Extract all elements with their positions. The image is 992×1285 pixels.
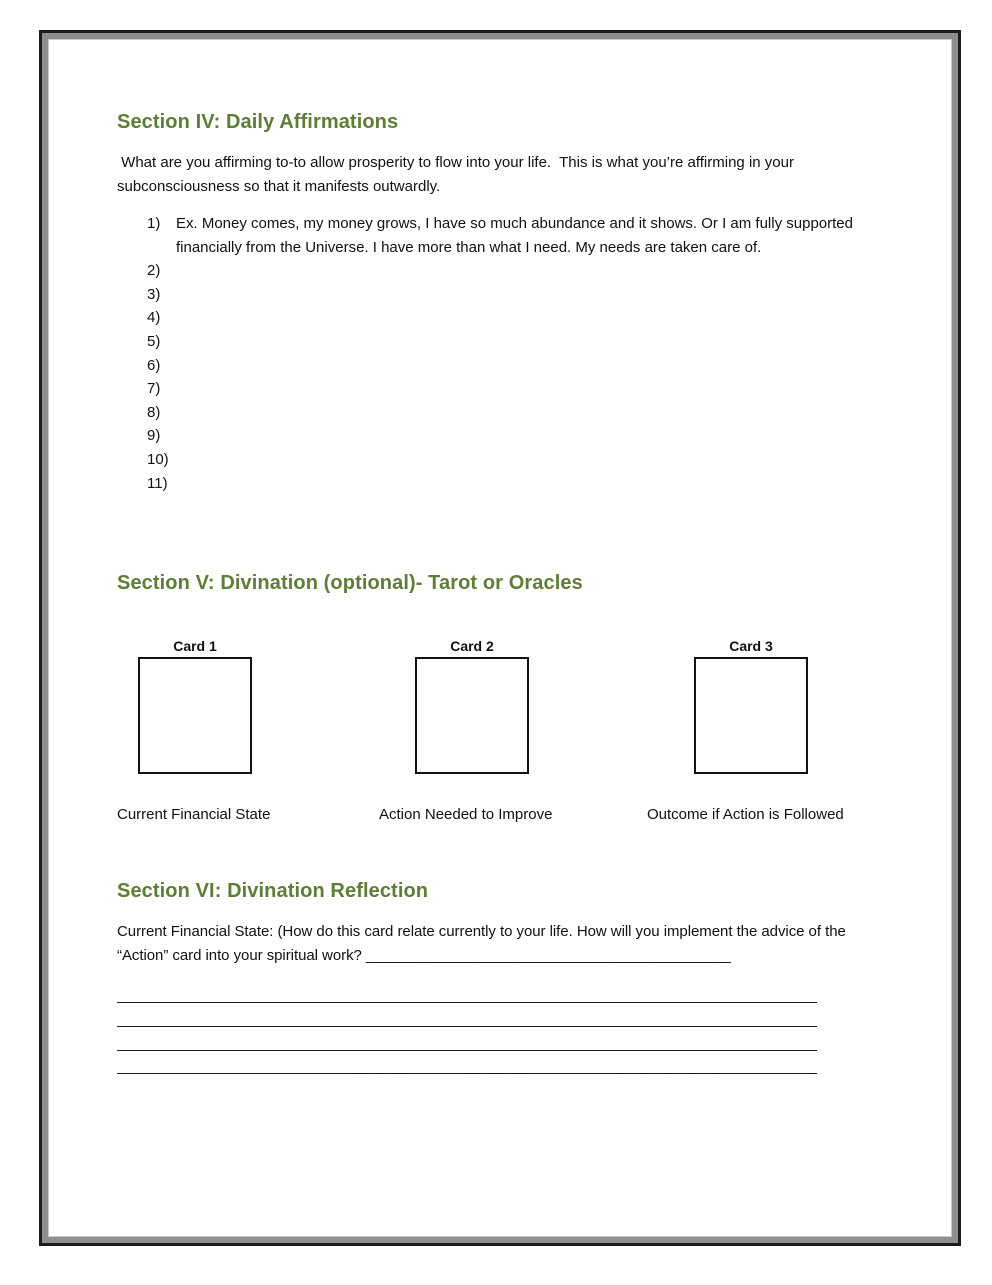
card-3-title: Card 3 — [729, 638, 773, 654]
section-v-heading: Section V: Divination (optional)- Tarot or Oracles — [117, 572, 583, 594]
affirmation-item[interactable] — [146, 354, 866, 378]
affirmation-item[interactable] — [146, 448, 866, 472]
affirmation-number: 4) — [147, 309, 161, 327]
affirmation-item[interactable] — [146, 424, 866, 448]
affirmation-number: 6) — [147, 356, 161, 374]
card-1-caption: Current Financial State — [117, 806, 271, 823]
affirmation-number: 7) — [147, 380, 161, 398]
reflection-writing-lines — [117, 984, 879, 1079]
affirmation-number: 5) — [147, 332, 161, 350]
card-2 — [415, 636, 529, 774]
card-2-box — [415, 657, 529, 774]
card-2-caption: Action Needed to Improve — [379, 806, 553, 823]
affirmation-item[interactable] — [146, 401, 866, 425]
card-1-title: Card 1 — [173, 638, 217, 654]
section-iv-intro: What are you affirming to-to allow prosperity to flow into your life. This is what you’re affirming in your subconsciousness so that it manifests outwardly. — [117, 154, 799, 195]
card-2-title: Card 2 — [450, 638, 494, 654]
card-1 — [138, 636, 252, 774]
card-1-box — [138, 657, 252, 774]
affirmation-number: 11) — [147, 474, 168, 492]
affirmation-text: Ex. Money comes, my money grows, I have so much abundance and it shows. Or I am fully supported financially from the Universe. I have more than what I need. My needs are taken care of. — [176, 215, 853, 256]
card-3-caption: Outcome if Action is Followed — [647, 806, 844, 823]
writing-line[interactable]: _______________________________________________________________________________________ — [117, 1034, 817, 1052]
affirmation-item[interactable] — [146, 259, 866, 283]
affirmation-item[interactable] — [146, 377, 866, 401]
card-3-box — [694, 657, 808, 774]
affirmation-item[interactable] — [146, 330, 866, 354]
affirmation-item[interactable] — [146, 283, 866, 307]
affirmation-item[interactable] — [146, 472, 866, 496]
affirmation-number: 1) — [147, 215, 161, 232]
affirmation-number: 8) — [147, 403, 161, 421]
affirmation-number: 3) — [147, 285, 161, 303]
writing-line[interactable]: _______________________________________________________________________________________ — [117, 987, 817, 1004]
affirmation-item[interactable] — [146, 212, 866, 259]
affirmation-item[interactable] — [146, 306, 866, 330]
affirmation-number: 2) — [147, 262, 161, 280]
writing-line[interactable]: _______________________________________________________________________________________ — [117, 1010, 817, 1028]
affirmation-number: 10) — [147, 450, 169, 468]
section-vi-heading: Section VI: Divination Reflection — [117, 880, 429, 902]
affirmations-list — [146, 212, 866, 495]
section-vi-prompt: Current Financial State: (How do this card relate currently to your life. How will you implement the advice of the “Action” card into your spiritual work? ____________________________________________ — [117, 923, 846, 964]
affirmation-number: 9) — [147, 427, 161, 445]
card-3 — [694, 636, 808, 774]
section-iv-heading: Section IV: Daily Affirmations — [117, 111, 399, 133]
writing-line[interactable]: _______________________________________________________________________________________ — [117, 1058, 817, 1076]
